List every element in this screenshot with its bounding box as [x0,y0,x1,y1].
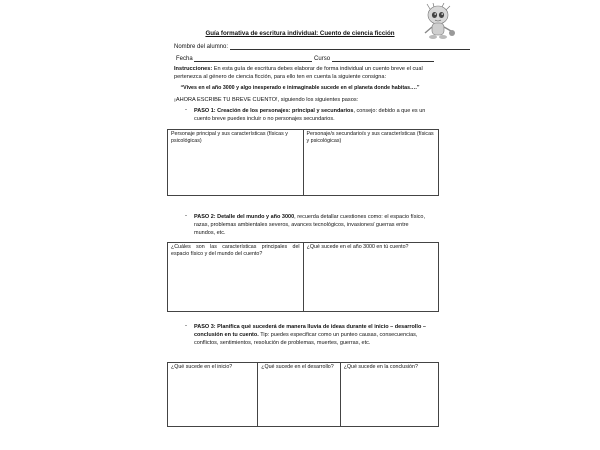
step2-bullet: - [185,213,187,219]
step1-tip: , consejo: debido a que es un cuento breve puedes incluir o no personajes secundarios. [194,108,426,123]
step1-text [194,107,430,123]
student-name-row [174,43,470,50]
instructions-label: Instrucciones: [174,66,213,72]
step2-text [194,213,430,238]
date-field[interactable] [194,55,312,62]
page-title: Guía formativa de escritura individual: Cuento de ciencia ficción [205,30,395,37]
step2-table [167,242,439,312]
student-name-label: Nombre del alumno: [174,44,229,50]
step3-text [194,323,430,348]
step1-heading: PASO 1: Creación de los personajes: principal y secundarios [194,108,354,114]
year-3000-events-header: ¿Qué sucede en el año 3000 en tú cuento? [306,244,409,250]
secondary-characters-cell[interactable] [303,130,439,196]
instructions-paragraph [174,65,436,81]
step3-heading: PASO 3: Planifica qué sucederá de manera lluvia de ideas durante el inicio – desarrollo – conclusión en tu cuento. [194,324,426,339]
step3-table [167,362,439,427]
world-description-header: ¿Cuáles son las características principales del espacio físico y del mundo del cuento? [171,244,300,257]
date-label: Fecha [176,56,193,62]
call-to-action [174,96,474,104]
development-header: ¿Qué sucede en el desarrollo? [261,364,334,370]
secondary-characters-header: Personaje/s secundario/s y sus características (físicas y psicológicas) [306,131,434,144]
main-character-cell[interactable] [168,130,304,196]
course-label: Curso [314,56,331,62]
step3-tip: Tip: puedes especificar como un punteo causas, consecuencias, conflictos, sentimientos, resolución de problemas, muertes, guerras, etc. [194,332,418,347]
step1-bullet: - [185,107,187,113]
year-3000-events-cell[interactable] [303,243,438,312]
date-course-row [176,55,434,62]
step3-bullet: - [185,323,187,329]
world-description-cell[interactable] [168,243,304,312]
development-cell[interactable] [258,363,340,427]
instructions-text: En esta guía de escritura debes elaborar de forma individual un cuento breve el cual pertenezca al género de ciencia ficción, para ello ten en cuenta la siguiente consigna: [174,66,423,81]
student-name-field[interactable] [230,43,470,50]
conclusion-header: ¿Qué sucede en la conclusión? [343,364,418,370]
course-field[interactable] [332,55,434,62]
step1-table [167,129,439,196]
writing-prompt: “Vives en el año 3000 y algo inesperado e inimaginable sucede en el planeta donde habitas….” [180,85,420,91]
beginning-cell[interactable] [168,363,258,427]
call-to-action-emphasis: ¡AHORA ESCRIBE TU BREVE CUENTO! [174,97,278,103]
step2-tip: , recuerda detallar cuestiones como: el espacio físico, razas, problemas ambientales severos, avances tecnológicos, invasiones/ guerras entre mundos, etc. [194,214,426,237]
beginning-header: ¿Qué sucede en el inicio? [171,364,233,370]
call-to-action-text: , siguiendo los siguientes pasos: [277,97,359,103]
main-character-header: Personaje principal y sus características (físicas y psicológicas) [171,131,288,144]
step2-heading: PASO 2: Detalle del mundo y año 3000 [194,214,295,220]
conclusion-cell[interactable] [340,363,438,427]
